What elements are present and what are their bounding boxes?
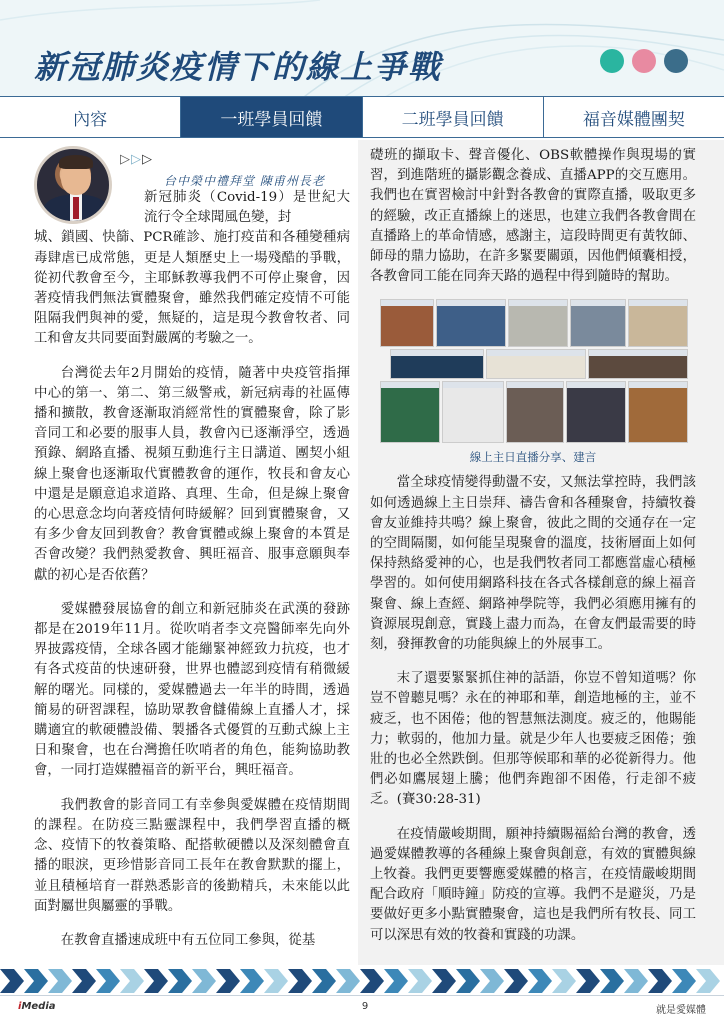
- section-tabs: [0, 96, 724, 138]
- chevron-shape: [576, 969, 600, 993]
- collage-photo: [486, 349, 586, 379]
- chevron-shape: [24, 969, 48, 993]
- tab-gospel-media-fellowship[interactable]: 福音媒體團契: [582, 109, 685, 130]
- paragraph-2: 台灣從去年2月開始的疫情，隨著中央疫管指揮中心的第一、第二、第三級警戒，新冠病毒的社區傳播和擴散，教會逐漸取消經常性的實體聚會，除了影音同工和必要的服事人員，教會內已逐漸淨空，透過預錄、網路直播、視頻互動進行主日講道、團契小組線上聚會也逐漸取代實體教會的運作，牧長和會友心中還是是願意追求道路、真理、生命，但是線上聚會的心思意念均向著疫情何時緩解？回到實體聚會，又有多少會友回到教會？教會實體或線上聚會的本質是否會改變？我們熱愛教會、興旺福音、服事意願與奉獻的初心是否依舊？: [34, 365, 350, 583]
- chevron-shape: [240, 969, 264, 993]
- collage-photo: [628, 299, 688, 347]
- chevron-shape: [408, 969, 432, 993]
- chevron-shape: [336, 969, 360, 993]
- chevron-shape: [192, 969, 216, 993]
- collage-photo: [436, 299, 506, 347]
- paragraph-7: 當全球疫情變得動盪不安，又無法掌控時，我們該如何透過線上主日崇拜、禱告會和各種聚會，持續牧養會友並維持共鳴？線上聚會，彼此之間的交通存在一定的空間隔閡，如何能呈現聚會的溫度，技術層面上如何保持熱絡愛神的心，也是我們牧者同工都應當虛心積極學習的。如何使用網路科技在各式各樣創意的線上福音聚會、線上查經、網路神學院等，我們必須應用擁有的資源展現創意，實踐上盡力而為，在會友們最需要的時刻，發揮教會的功能與線上的外展事工。: [370, 475, 696, 653]
- right-column: [370, 146, 696, 946]
- chevron-shape: [504, 969, 528, 993]
- chevron-shape: [384, 969, 408, 993]
- chevron-shape: [312, 969, 336, 993]
- chevron-shape: [552, 969, 576, 993]
- chevron-shape: [600, 969, 624, 993]
- triangle-arrows-icon: ▷▷▷: [120, 152, 153, 167]
- decorative-dot-teal: [600, 49, 624, 73]
- collage-photo: [566, 381, 626, 443]
- author-portrait: [34, 146, 112, 224]
- chevron-shape: [480, 969, 504, 993]
- intro-wrap-text: 新冠肺炎（Covid-19）是世紀大流行令全球聞風色變，封: [144, 190, 350, 226]
- footer-tagline: 就是愛媒體: [656, 1005, 706, 1016]
- chevron-shape: [288, 969, 312, 993]
- page-header: [0, 0, 724, 100]
- footer-divider: [0, 995, 724, 996]
- chevron-shape: [120, 969, 144, 993]
- author-name: 台中榮中禮拜堂 陳甫州長老: [164, 174, 325, 188]
- collage-photo: [506, 381, 564, 443]
- chevron-shape: [528, 969, 552, 993]
- decorative-dot-pink: [632, 49, 656, 73]
- chevron-shape: [624, 969, 648, 993]
- paragraph-3: 愛媒體發展協會的創立和新冠肺炎在武漢的發跡都是在2019年11月。從吹哨者李文亮醫師率先向外界披露疫情，全球各國才能繃緊神經致力抗疫，也才有各式疫苗的快速研發，世界也體認到疫情有稍微緩解的曙光。同樣的，愛媒體過去一年半的時間，透過簡易的研習課程，協助眾教會讎備線上直播人才，採購適宜的軟硬體設備、製播各式優質的互動式線上主日和聚會，也在台灣擔任吹哨者的角色，能夠協助教會，一同打造媒體福音的新平台，興旺福音。: [34, 601, 350, 779]
- paragraph-8: 末了還要緊緊抓住神的話語，你豈不曾知道嗎？你豈不曾聽見嗎？永在的神耶和華，創造地極的主，並不疲乏，也不困倦；他的智慧無法測度。疲乏的，他賜能力；軟弱的，他加力量。就是少年人也要疲乏困倦；強壯的也必全然跌倒。但那等候耶和華的必從新得力。他們必如鷹展翅上騰；他們奔跑卻不困倦，行走卻不疲乏。(賽30:28-31): [370, 671, 696, 808]
- tab-class-one-feedback[interactable]: 一班學員回饋: [181, 97, 362, 137]
- decorative-dot-blue: [664, 49, 688, 73]
- collage-photo: [390, 349, 484, 379]
- imedia-logo: iMedia: [18, 1001, 56, 1012]
- chevron-shape: [432, 969, 456, 993]
- collage-photo: [380, 299, 434, 347]
- chevron-shape: [48, 969, 72, 993]
- paragraph-1: 城、鎖國、快篩、PCR確診、施打疫苗和各種變種病毒肆虐已成常態，更是人類歷史上一場殘酷的爭戰，從初代教會至今，主耶穌教導我們不可停止聚會，因著疫情我們無法實體聚會，雖然我們確定疫情不可能阻隔我們與神的愛，無疑的，這是現今教會牧者、同工和會友共同要面對嚴厲的考驗之一。: [34, 230, 350, 347]
- chevron-shape: [696, 969, 720, 993]
- paragraph-4: 我們教會的影音同工有幸參與愛媒體在疫情期間的課程。在防疫三點靈課程中，我們學習直播的概念、疫情下的牧養策略、配搭軟硬體以及深刻體會直播的眼淚，更珍惜影音同工長年在教會默默的擺上，並且積極培育一群熟悉影音的後勤精兵，未來能以此面對屬世與屬靈的爭戰。: [34, 797, 350, 914]
- collage-photo: [628, 381, 688, 443]
- chevron-shape: [360, 969, 384, 993]
- photo-caption: 線上主日直播分享、建言: [469, 450, 597, 465]
- left-column: [34, 146, 350, 951]
- paragraph-9: 在疫情嚴峻期間，願神持續賜福給台灣的教會，透過愛媒體教導的各種線上聚會與創意，有效的實體與線上牧養。我們更要響應愛媒體的格言，在疫情嚴峻期間配合政府「順時鐘」防疫的宣導。我們不是避災，乃是要做好更多小點實體聚會，這也是我們所有牧長、同工可以深思有效的牧養和實踐的功課。: [370, 826, 696, 943]
- chevron-shape: [96, 969, 120, 993]
- collage-photo: [588, 349, 688, 379]
- collage-photo: [508, 299, 568, 347]
- chevron-shape: [672, 969, 696, 993]
- paragraph-6: 礎班的擷取卡、聲音優化、OBS軟體操作與現場的實習，到進階班的攝影觀念養成、直播APP的交互應用。我們也在實習檢討中針對各教會的實際直播，吸取更多的經驗，改正直播線上的迷思，也建立我們各教會間在直播路上的革命情感，感謝主，這段時間更有黃牧師、師母的鼎力協助，在許多緊要關頭，因他們傾囊相授，各教會同工能在同奔天路的過程中得到隨時的幫助。: [370, 148, 696, 285]
- collage-photo: [442, 381, 504, 443]
- chevron-shape: [72, 969, 96, 993]
- chevron-shape: [168, 969, 192, 993]
- chevron-shape: [0, 969, 24, 993]
- chevron-shape: [456, 969, 480, 993]
- tab-class-two-feedback[interactable]: 二班學員回饋: [363, 97, 544, 137]
- author-block: [34, 146, 350, 226]
- chevron-shape: [216, 969, 240, 993]
- collage-photo: [380, 381, 440, 443]
- page-number: 9: [361, 1001, 369, 1012]
- tab-contents[interactable]: 內容: [0, 97, 181, 137]
- collage-photo: [570, 299, 626, 347]
- chevron-shape: [264, 969, 288, 993]
- chevron-decoration: [0, 969, 724, 993]
- page-title: 新冠肺炎疫情下的線上爭戰: [34, 48, 443, 86]
- chevron-shape: [144, 969, 168, 993]
- paragraph-5: 在教會直播速成班中有五位同工參與，從基: [60, 932, 316, 948]
- livestream-photo-collage: [370, 299, 696, 445]
- chevron-shape: [648, 969, 672, 993]
